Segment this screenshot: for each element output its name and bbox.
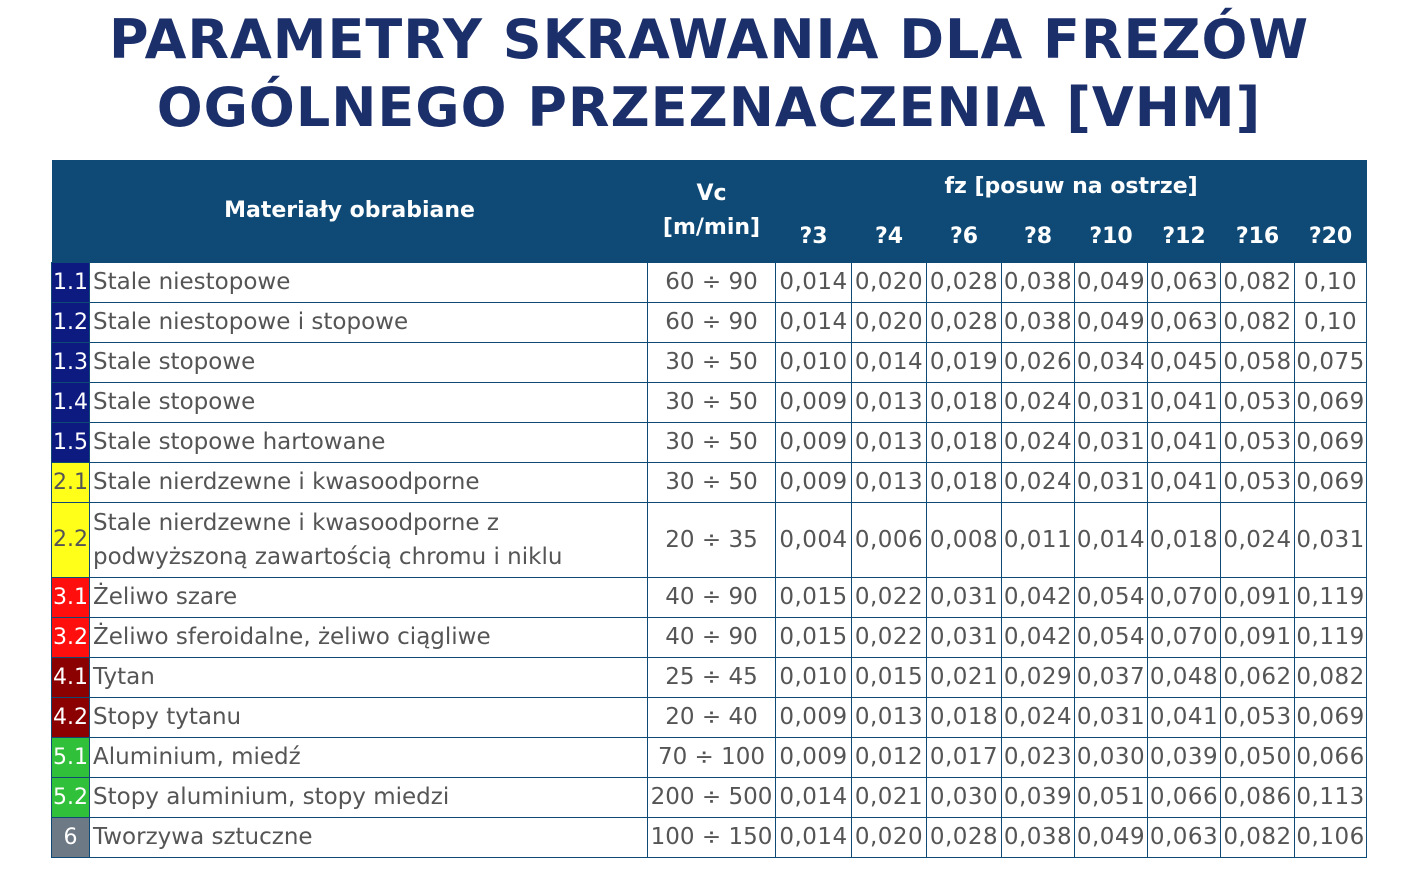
- feed-per-tooth-value: 0,10: [1295, 302, 1367, 342]
- material-group-code: 6: [52, 817, 90, 857]
- feed-per-tooth-value: 0,070: [1148, 617, 1221, 657]
- page-title-line-2: OGÓLNEGO PRZEZNACZENIA [VHM]: [156, 76, 1262, 139]
- feed-per-tooth-value: 0,022: [852, 577, 927, 617]
- material-group-code: 1.3: [52, 342, 90, 382]
- feed-per-tooth-value: 0,014: [852, 342, 927, 382]
- material-name: Stale stopowe: [90, 382, 648, 422]
- material-name: Stale niestopowe: [90, 262, 648, 302]
- feed-per-tooth-value: 0,053: [1221, 697, 1295, 737]
- feed-per-tooth-value: 0,069: [1295, 697, 1367, 737]
- feed-per-tooth-value: 0,049: [1075, 302, 1148, 342]
- feed-per-tooth-value: 0,030: [927, 777, 1002, 817]
- table-row: [52, 657, 1367, 697]
- feed-per-tooth-value: 0,038: [1002, 302, 1075, 342]
- feed-per-tooth-value: 0,014: [1075, 502, 1148, 577]
- feed-per-tooth-value: 0,082: [1295, 657, 1367, 697]
- feed-per-tooth-value: 0,028: [927, 302, 1002, 342]
- diameter-header: ?10: [1075, 212, 1148, 262]
- material-group-code: 3.2: [52, 617, 90, 657]
- feed-per-tooth-value: 0,045: [1148, 342, 1221, 382]
- feed-per-tooth-value: 0,106: [1295, 817, 1367, 857]
- material-name: Tytan: [90, 657, 648, 697]
- feed-per-tooth-value: 0,053: [1221, 462, 1295, 502]
- material-name: Stopy aluminium, stopy miedzi: [90, 777, 648, 817]
- feed-per-tooth-value: 0,049: [1075, 262, 1148, 302]
- feed-per-tooth-value: 0,006: [852, 502, 927, 577]
- material-name: Stopy tytanu: [90, 697, 648, 737]
- material-name: Aluminium, miedź: [90, 737, 648, 777]
- feed-per-tooth-value: 0,042: [1002, 577, 1075, 617]
- feed-per-tooth-value: 0,038: [1002, 817, 1075, 857]
- feed-per-tooth-value: 0,030: [1075, 737, 1148, 777]
- cutting-speed-value: 25 ÷ 45: [648, 657, 776, 697]
- diameter-header: ?20: [1295, 212, 1367, 262]
- feed-per-tooth-value: 0,031: [1075, 697, 1148, 737]
- feed-per-tooth-value: 0,024: [1221, 502, 1295, 577]
- feed-per-tooth-value: 0,009: [776, 697, 852, 737]
- vc-header: [648, 160, 776, 262]
- material-name: Żeliwo sferoidalne, żeliwo ciągliwe: [90, 617, 648, 657]
- diameter-header: ?16: [1221, 212, 1295, 262]
- feed-per-tooth-value: 0,041: [1148, 422, 1221, 462]
- material-group-code: 2.2: [52, 502, 90, 577]
- feed-per-tooth-value: 0,020: [852, 817, 927, 857]
- material-name: Tworzywa sztuczne: [90, 817, 648, 857]
- feed-per-tooth-value: 0,022: [852, 617, 927, 657]
- feed-per-tooth-value: 0,041: [1148, 697, 1221, 737]
- diameter-header: ?8: [1002, 212, 1075, 262]
- feed-per-tooth-value: 0,063: [1148, 262, 1221, 302]
- feed-per-tooth-value: 0,082: [1221, 817, 1295, 857]
- feed-per-tooth-value: 0,086: [1221, 777, 1295, 817]
- cutting-speed-value: 30 ÷ 50: [648, 342, 776, 382]
- material-group-code: 1.1: [52, 262, 90, 302]
- cutting-speed-value: 40 ÷ 90: [648, 617, 776, 657]
- feed-per-tooth-value: 0,042: [1002, 617, 1075, 657]
- feed-per-tooth-value: 0,066: [1295, 737, 1367, 777]
- feed-per-tooth-value: 0,113: [1295, 777, 1367, 817]
- feed-per-tooth-value: 0,014: [776, 302, 852, 342]
- feed-per-tooth-value: 0,020: [852, 262, 927, 302]
- feed-per-tooth-value: 0,038: [1002, 262, 1075, 302]
- table-row: [52, 777, 1367, 817]
- feed-per-tooth-value: 0,009: [776, 462, 852, 502]
- feed-per-tooth-value: 0,053: [1221, 422, 1295, 462]
- cutting-speed-value: 70 ÷ 100: [648, 737, 776, 777]
- cutting-speed-value: 40 ÷ 90: [648, 577, 776, 617]
- feed-per-tooth-value: 0,051: [1075, 777, 1148, 817]
- cutting-speed-value: 100 ÷ 150: [648, 817, 776, 857]
- feed-per-tooth-value: 0,004: [776, 502, 852, 577]
- feed-per-tooth-value: 0,018: [1148, 502, 1221, 577]
- table-row: [52, 302, 1367, 342]
- feed-per-tooth-value: 0,017: [927, 737, 1002, 777]
- cutting-speed-value: 30 ÷ 50: [648, 422, 776, 462]
- feed-per-tooth-value: 0,070: [1148, 577, 1221, 617]
- feed-per-tooth-value: 0,031: [1075, 462, 1148, 502]
- feed-per-tooth-value: 0,082: [1221, 302, 1295, 342]
- feed-per-tooth-value: 0,082: [1221, 262, 1295, 302]
- feed-per-tooth-value: 0,031: [927, 577, 1002, 617]
- feed-per-tooth-value: 0,041: [1148, 462, 1221, 502]
- table-row: [52, 502, 1367, 577]
- feed-per-tooth-value: 0,048: [1148, 657, 1221, 697]
- table-row: [52, 617, 1367, 657]
- feed-per-tooth-value: 0,024: [1002, 422, 1075, 462]
- material-group-code: 1.5: [52, 422, 90, 462]
- feed-per-tooth-value: 0,049: [1075, 817, 1148, 857]
- feed-per-tooth-value: 0,009: [776, 382, 852, 422]
- feed-per-tooth-value: 0,014: [776, 777, 852, 817]
- feed-per-tooth-value: 0,019: [927, 342, 1002, 382]
- feed-per-tooth-value: 0,026: [1002, 342, 1075, 382]
- table-row: [52, 817, 1367, 857]
- diameter-header: ?3: [776, 212, 852, 262]
- feed-per-tooth-value: 0,008: [927, 502, 1002, 577]
- feed-per-tooth-value: 0,037: [1075, 657, 1148, 697]
- feed-per-tooth-value: 0,015: [776, 617, 852, 657]
- vc-header-unit: [m/min]: [662, 214, 761, 240]
- feed-per-tooth-value: 0,024: [1002, 382, 1075, 422]
- feed-per-tooth-value: 0,015: [852, 657, 927, 697]
- table-row: [52, 262, 1367, 302]
- material-name: Stale nierdzewne i kwasoodporne: [90, 462, 648, 502]
- material-name: Stale stopowe: [90, 342, 648, 382]
- feed-per-tooth-value: 0,031: [1295, 502, 1367, 577]
- feed-per-tooth-value: 0,020: [852, 302, 927, 342]
- feed-per-tooth-value: 0,069: [1295, 422, 1367, 462]
- table-row: [52, 697, 1367, 737]
- feed-per-tooth-value: 0,018: [927, 697, 1002, 737]
- feed-per-tooth-value: 0,054: [1075, 577, 1148, 617]
- table-row: [52, 422, 1367, 462]
- feed-per-tooth-value: 0,018: [927, 462, 1002, 502]
- cutting-speed-value: 200 ÷ 500: [648, 777, 776, 817]
- diameter-header: ?6: [927, 212, 1002, 262]
- diameter-header: ?12: [1148, 212, 1221, 262]
- feed-per-tooth-value: 0,10: [1295, 262, 1367, 302]
- feed-per-tooth-value: 0,069: [1295, 382, 1367, 422]
- feed-per-tooth-value: 0,018: [927, 382, 1002, 422]
- feed-per-tooth-value: 0,091: [1221, 577, 1295, 617]
- feed-per-tooth-value: 0,075: [1295, 342, 1367, 382]
- feed-per-tooth-value: 0,054: [1075, 617, 1148, 657]
- materials-header: Materiały obrabiane: [52, 160, 648, 262]
- material-group-code: 5.1: [52, 737, 90, 777]
- feed-per-tooth-value: 0,062: [1221, 657, 1295, 697]
- page-title: [0, 6, 1418, 142]
- feed-per-tooth-value: 0,031: [927, 617, 1002, 657]
- cutting-speed-value: 30 ÷ 50: [648, 462, 776, 502]
- material-group-code: 2.1: [52, 462, 90, 502]
- feed-per-tooth-value: 0,024: [1002, 697, 1075, 737]
- feed-per-tooth-value: 0,013: [852, 422, 927, 462]
- feed-per-tooth-value: 0,009: [776, 422, 852, 462]
- cutting-speed-value: 20 ÷ 35: [648, 502, 776, 577]
- feed-per-tooth-value: 0,013: [852, 697, 927, 737]
- feed-per-tooth-value: 0,091: [1221, 617, 1295, 657]
- table-row: [52, 462, 1367, 502]
- feed-per-tooth-value: 0,034: [1075, 342, 1148, 382]
- feed-per-tooth-value: 0,050: [1221, 737, 1295, 777]
- feed-per-tooth-value: 0,041: [1148, 382, 1221, 422]
- cutting-speed-value: 60 ÷ 90: [648, 302, 776, 342]
- material-group-code: 4.2: [52, 697, 90, 737]
- table-row: [52, 342, 1367, 382]
- feed-per-tooth-value: 0,119: [1295, 577, 1367, 617]
- material-group-code: 3.1: [52, 577, 90, 617]
- feed-per-tooth-value: 0,014: [776, 817, 852, 857]
- feed-per-tooth-value: 0,015: [776, 577, 852, 617]
- cutting-speed-value: 20 ÷ 40: [648, 697, 776, 737]
- feed-per-tooth-value: 0,021: [927, 657, 1002, 697]
- feed-per-tooth-value: 0,010: [776, 342, 852, 382]
- table-row: [52, 737, 1367, 777]
- feed-per-tooth-value: 0,012: [852, 737, 927, 777]
- feed-per-tooth-value: 0,053: [1221, 382, 1295, 422]
- material-name: Żeliwo szare: [90, 577, 648, 617]
- feed-per-tooth-value: 0,058: [1221, 342, 1295, 382]
- feed-per-tooth-value: 0,014: [776, 262, 852, 302]
- material-name: Stale nierdzewne i kwasoodporne z podwyższoną zawartością chromu i niklu: [90, 502, 648, 577]
- feed-per-tooth-value: 0,024: [1002, 462, 1075, 502]
- material-name: Stale stopowe hartowane: [90, 422, 648, 462]
- material-group-code: 1.4: [52, 382, 90, 422]
- feed-per-tooth-value: 0,021: [852, 777, 927, 817]
- feed-per-tooth-value: 0,066: [1148, 777, 1221, 817]
- feed-per-tooth-value: 0,013: [852, 462, 927, 502]
- feed-per-tooth-value: 0,029: [1002, 657, 1075, 697]
- feed-per-tooth-value: 0,013: [852, 382, 927, 422]
- material-group-code: 5.2: [52, 777, 90, 817]
- feed-per-tooth-value: 0,063: [1148, 817, 1221, 857]
- page-title-line-1: PARAMETRY SKRAWANIA DLA FREZÓW: [108, 8, 1310, 71]
- material-group-code: 4.1: [52, 657, 90, 697]
- table-row: [52, 577, 1367, 617]
- fz-header: fz [posuw na ostrze]: [776, 160, 1367, 212]
- feed-per-tooth-value: 0,023: [1002, 737, 1075, 777]
- feed-per-tooth-value: 0,031: [1075, 382, 1148, 422]
- cutting-parameters-table: [51, 160, 1367, 858]
- feed-per-tooth-value: 0,028: [927, 817, 1002, 857]
- feed-per-tooth-value: 0,011: [1002, 502, 1075, 577]
- feed-per-tooth-value: 0,031: [1075, 422, 1148, 462]
- feed-per-tooth-value: 0,009: [776, 737, 852, 777]
- table-row: [52, 382, 1367, 422]
- cutting-speed-value: 30 ÷ 50: [648, 382, 776, 422]
- feed-per-tooth-value: 0,010: [776, 657, 852, 697]
- vc-header-label: Vc: [696, 180, 727, 206]
- feed-per-tooth-value: 0,018: [927, 422, 1002, 462]
- material-group-code: 1.2: [52, 302, 90, 342]
- feed-per-tooth-value: 0,069: [1295, 462, 1367, 502]
- feed-per-tooth-value: 0,039: [1148, 737, 1221, 777]
- feed-per-tooth-value: 0,119: [1295, 617, 1367, 657]
- cutting-speed-value: 60 ÷ 90: [648, 262, 776, 302]
- diameter-header: ?4: [852, 212, 927, 262]
- feed-per-tooth-value: 0,063: [1148, 302, 1221, 342]
- material-name: Stale niestopowe i stopowe: [90, 302, 648, 342]
- feed-per-tooth-value: 0,028: [927, 262, 1002, 302]
- feed-per-tooth-value: 0,039: [1002, 777, 1075, 817]
